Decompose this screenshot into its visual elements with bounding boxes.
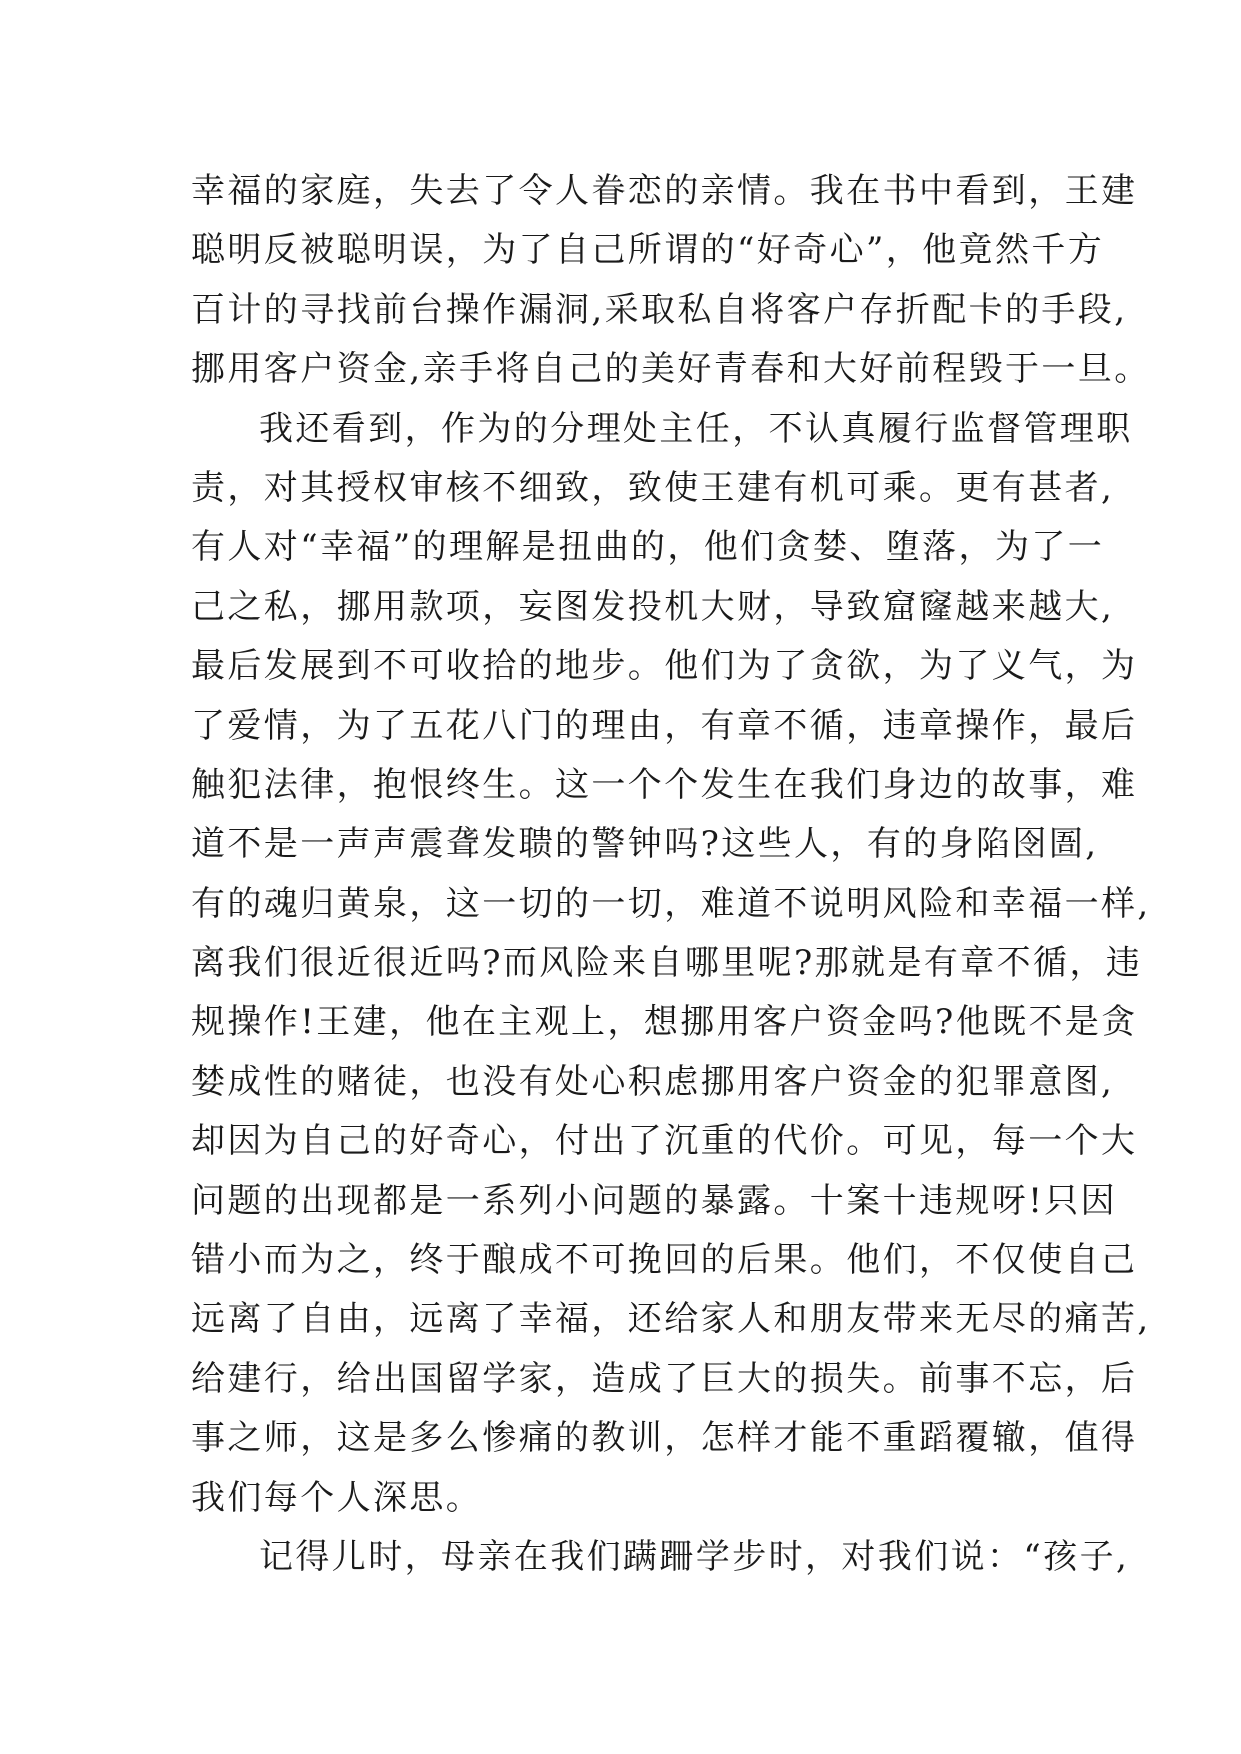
text-line: 最后发展到不可收拾的地步。他们为了贪欲，为了义气，为	[191, 646, 1138, 687]
text-line: 己之私，挪用款项，妄图发投机大财，导致窟窿越来越大,	[191, 586, 1115, 627]
text-line: 幸福的家庭，失去了令人眷恋的亲情。我在书中看到，王建	[191, 171, 1138, 211]
text-line: 责，对其授权审核不细致，致使王建有机可乘。更有甚者,	[191, 467, 1115, 508]
text-line: 错小而为之，终于酿成不可挽回的后果。他们，不仅使自己	[191, 1240, 1138, 1281]
text-line: 远离了自由，远离了幸福，还给家人和朋友带来无尽的痛苦,	[191, 1299, 1151, 1340]
text-line: 离我们很近很近吗?而风险来自哪里呢?那就是有章不循，违	[191, 943, 1143, 984]
text-line: 婪成性的赌徒，也没有处心积虑挪用客户资金的犯罪意图,	[191, 1061, 1115, 1102]
text-line: 有人对“幸福”的理解是扭曲的，他们贪婪、堕落，为了一	[191, 527, 1105, 568]
text-line: 挪用客户资金,亲手将自己的美好青春和大好前程毁于一旦。	[191, 349, 1151, 390]
text-line: 百计的寻找前台操作漏洞,采取私自将客户存折配卡的手段,	[191, 289, 1128, 330]
text-line: 事之师，这是多么惨痛的教训，怎样才能不重蹈覆辙，值得	[191, 1418, 1138, 1459]
body-text	[191, 162, 1151, 1587]
text-line: 我们每个人深思。	[191, 1477, 483, 1518]
text-line: 了爱情，为了五花八门的理由，有章不循，违章操作，最后	[191, 705, 1138, 746]
text-line: 有的魂归黄泉，这一切的一切，难道不说明风险和幸福一样,	[191, 883, 1151, 924]
text-line: 聪明反被聪明误，为了自己所谓的“好奇心”，他竟然千方	[191, 230, 1105, 271]
text-line: 问题的出现都是一系列小问题的暴露。十案十违规呀!只因	[191, 1180, 1118, 1221]
text-line: 道不是一声声震聋发聩的警钟吗?这些人，有的身陷囹圄,	[191, 824, 1099, 865]
paragraph-first-line: 记得儿时，母亲在我们蹒跚学步时，对我们说：“孩子,	[259, 1536, 1130, 1577]
text-line: 触犯法律，抱恨终生。这一个个发生在我们身边的故事，难	[191, 764, 1138, 805]
text-line: 给建行，给出国留学家，造成了巨大的损失。前事不忘，后	[191, 1358, 1138, 1399]
text-line: 规操作!王建，他在主观上，想挪用客户资金吗?他既不是贪	[191, 1002, 1138, 1043]
text-line: 却因为自己的好奇心，付出了沉重的代价。可见，每一个大	[191, 1121, 1138, 1162]
paragraph-first-line: 我还看到，作为的分理处主任，不认真履行监督管理职	[259, 408, 1133, 449]
